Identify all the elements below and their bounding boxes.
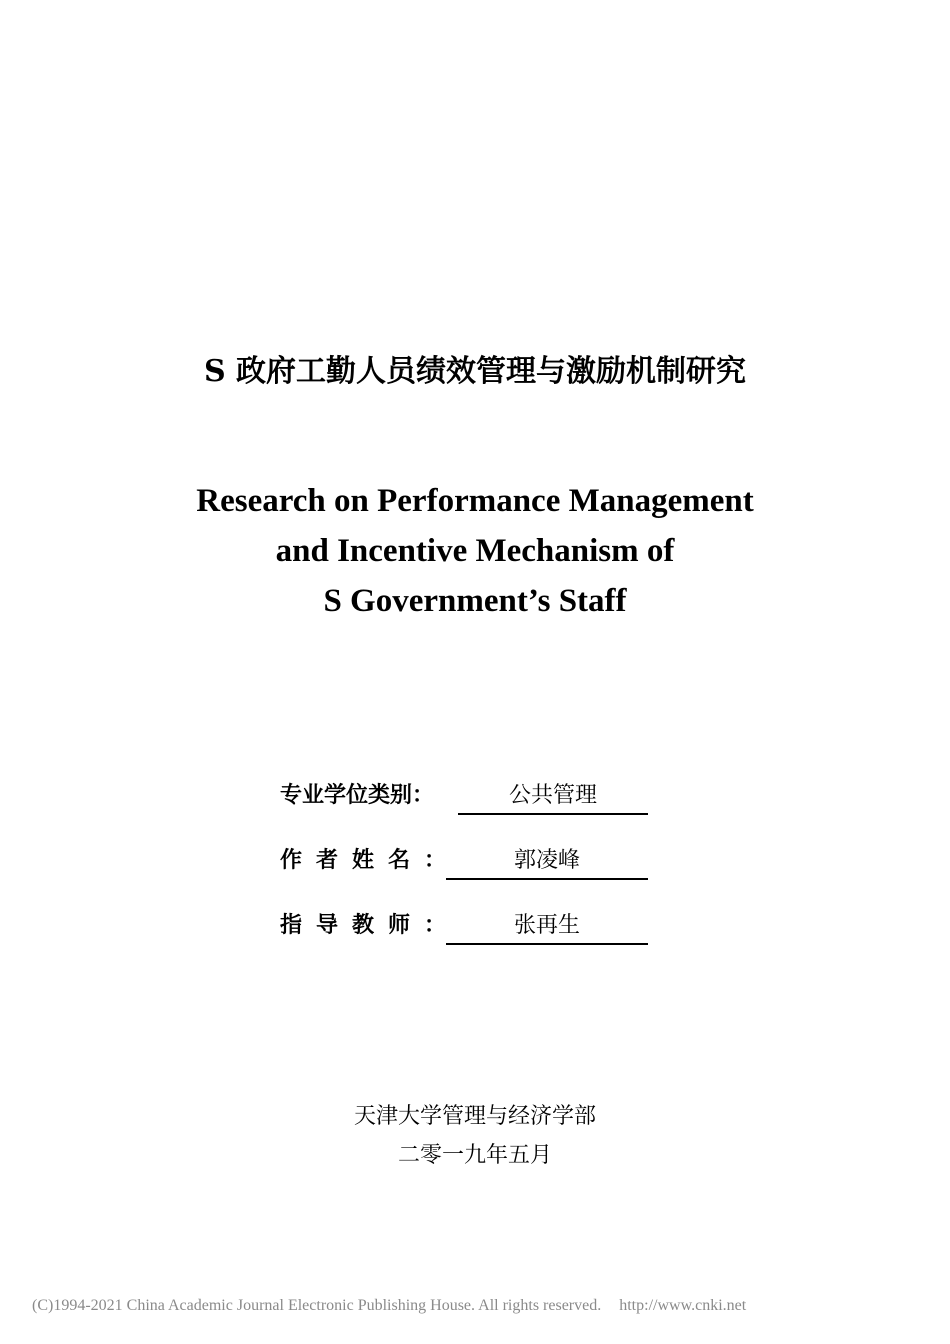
thesis-title-english-line-3: S Government’s Staff: [323, 583, 627, 619]
cnki-url[interactable]: http://www.cnki.net: [619, 1297, 747, 1314]
cnki-copyright-notice: [32, 1296, 746, 1316]
author-name-underline: [446, 843, 648, 880]
advisor-row: [280, 908, 660, 944]
institution-name: 天津大学管理与经济学部: [353, 1104, 596, 1129]
thesis-title-english-line-2: and Incentive Mechanism of: [275, 533, 675, 569]
advisor-label: 指导教师：: [280, 913, 461, 938]
author-name-row: [280, 843, 660, 879]
advisor-value: 张再生: [513, 913, 580, 938]
degree-category-value: 公共管理: [508, 783, 597, 808]
thesis-title-chinese: S 政府工勤人员绩效管理与激励机制研究: [203, 354, 747, 389]
degree-category-label: 专业学位类别：: [280, 783, 435, 808]
copyright-text: (C)1994-2021 China Academic Journal Electronic Publishing House. All rights reserved.: [32, 1297, 602, 1314]
degree-category-underline: [458, 778, 648, 815]
submission-date: 二零一九年五月: [397, 1143, 552, 1168]
author-name-label: 作者姓名：: [280, 848, 461, 873]
advisor-underline: [446, 908, 648, 945]
degree-category-row: [280, 778, 660, 814]
thesis-title-english: [0, 476, 950, 626]
author-name-value: 郭凌峰: [513, 848, 580, 873]
thesis-title-english-line-1: Research on Performance Management: [196, 483, 754, 519]
